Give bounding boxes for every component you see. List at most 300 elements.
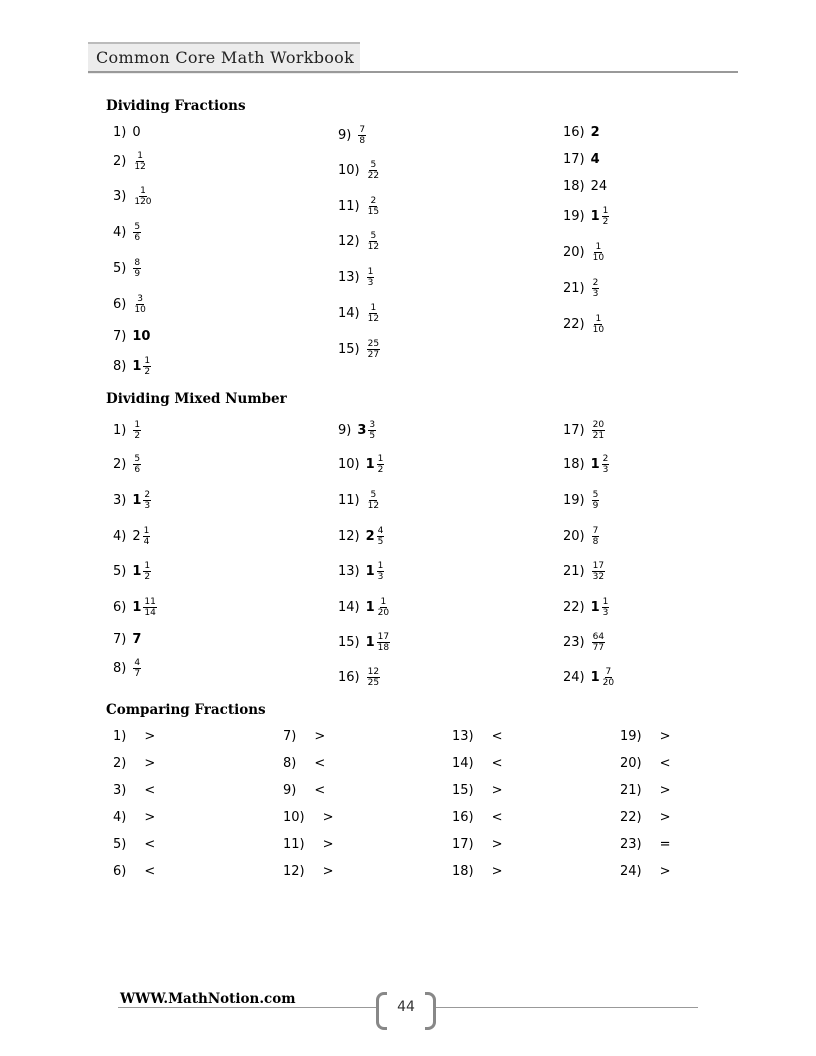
denominator: 2	[144, 367, 151, 377]
whole-number: 1	[365, 457, 375, 472]
answer-item	[113, 526, 150, 547]
answer-item	[113, 597, 157, 618]
answer-number: 3)	[113, 493, 127, 508]
answer-item	[113, 420, 141, 441]
whole-number: 24	[590, 179, 608, 194]
answer-value	[591, 667, 616, 688]
answer-value	[366, 561, 385, 582]
answer-value: >	[144, 756, 156, 771]
answer-item	[452, 783, 503, 798]
answer-number: 15)	[452, 783, 474, 798]
answer-item	[338, 561, 384, 582]
answer-number: 22)	[620, 810, 642, 825]
answer-number: 8)	[113, 359, 127, 374]
answer-item	[338, 303, 380, 324]
answer-item	[563, 597, 609, 618]
answer-number: 2)	[113, 154, 127, 169]
answer-item	[563, 179, 608, 194]
denominator: 2	[144, 572, 151, 582]
numerator: 8	[134, 258, 141, 268]
whole-number: 1	[365, 564, 375, 579]
numerator: 7	[592, 526, 599, 536]
answer-item	[338, 667, 380, 688]
answer-value	[132, 356, 151, 377]
answer-number: 20)	[620, 756, 642, 771]
answer-item	[452, 810, 503, 825]
answer-item	[563, 667, 615, 688]
whole-number: 1	[132, 600, 142, 615]
whole-number: 3	[357, 423, 367, 438]
numerator: 1	[595, 242, 602, 252]
fraction	[367, 490, 380, 511]
fraction	[367, 160, 380, 181]
denominator: 9	[134, 269, 141, 279]
denominator: 3	[377, 572, 384, 582]
numerator: 1	[377, 454, 384, 464]
answer-number: 1)	[113, 729, 127, 744]
numerator: 7	[605, 667, 612, 677]
denominator: 20	[602, 678, 615, 688]
answer-number: 3)	[113, 783, 127, 798]
numerator: 1	[602, 206, 609, 216]
answer-item	[283, 810, 334, 825]
answer-item	[338, 526, 384, 547]
answer-number: 8)	[283, 756, 297, 771]
answer-value	[132, 420, 141, 441]
answer-number: 2)	[113, 756, 127, 771]
answer-value	[591, 152, 601, 167]
answer-number: 12)	[283, 864, 305, 879]
answer-number: 8)	[113, 661, 127, 676]
denominator: 12	[134, 162, 146, 172]
answer-number: 10)	[338, 457, 360, 472]
answer-value	[357, 420, 376, 441]
answer-number: 6)	[113, 864, 127, 879]
answer-number: 5)	[113, 564, 127, 579]
denominator: 120	[134, 197, 152, 207]
answer-item	[620, 729, 671, 744]
denominator: 2	[377, 465, 384, 475]
answer-item	[113, 810, 155, 825]
numerator: 2	[592, 278, 599, 288]
answer-item	[113, 632, 142, 647]
answer-number: 2)	[113, 457, 127, 472]
answer-value	[132, 454, 141, 475]
answer-item	[338, 125, 366, 146]
fraction	[133, 658, 141, 679]
answer-value	[132, 632, 142, 647]
answer-item	[452, 837, 503, 852]
answer-number: 15)	[338, 635, 360, 650]
answer-item	[452, 729, 503, 744]
numerator: 1	[602, 597, 609, 607]
answer-number: 6)	[113, 297, 127, 312]
answer-number: 3)	[113, 189, 127, 204]
numerator: 3	[369, 420, 376, 430]
answer-item	[338, 267, 374, 288]
answer-number: 18)	[563, 457, 585, 472]
denominator: 7	[134, 669, 141, 679]
numerator: 4	[134, 658, 141, 668]
answer-value: <	[314, 756, 326, 771]
answer-value	[591, 420, 605, 441]
answer-number: 20)	[563, 245, 585, 260]
section-title: Comparing Fractions	[106, 702, 266, 718]
fraction	[133, 222, 141, 243]
answer-number: 13)	[452, 729, 474, 744]
denominator: 27	[367, 350, 380, 360]
answer-value	[132, 329, 151, 344]
fraction	[602, 206, 610, 227]
answer-number: 16)	[452, 810, 474, 825]
numerator: 2	[144, 490, 151, 500]
numerator: 5	[134, 222, 141, 232]
answer-item	[338, 339, 380, 360]
denominator: 6	[134, 465, 141, 475]
answer-item	[563, 152, 601, 167]
answer-number: 7)	[283, 729, 297, 744]
whole-number: 1	[132, 359, 142, 374]
answer-item	[283, 783, 325, 798]
answer-value	[366, 339, 380, 360]
page-header	[88, 42, 738, 76]
fraction	[367, 231, 380, 252]
answer-item	[563, 632, 605, 653]
answer-number: 18)	[452, 864, 474, 879]
denominator: 25	[367, 678, 380, 688]
numerator: 1	[595, 314, 602, 324]
numerator: 5	[370, 490, 377, 500]
answer-item	[113, 837, 155, 852]
answer-item	[113, 329, 151, 344]
answer-number: 16)	[338, 670, 360, 685]
answer-item	[113, 356, 151, 377]
denominator: 3	[602, 608, 609, 618]
answer-number: 7)	[113, 632, 127, 647]
fraction	[143, 356, 151, 377]
numerator: 17	[377, 632, 390, 642]
fraction	[367, 267, 375, 288]
answer-number: 24)	[563, 670, 585, 685]
answer-item	[338, 420, 376, 441]
answer-item	[283, 837, 334, 852]
answer-value	[132, 258, 141, 279]
whole-number: 1	[132, 564, 142, 579]
page-number-box	[376, 992, 436, 1026]
numerator: 3	[137, 294, 143, 304]
answer-value: >	[322, 864, 334, 879]
answer-value	[591, 242, 605, 263]
answer-item	[113, 125, 142, 140]
answer-item	[563, 490, 599, 511]
denominator: 5	[369, 431, 376, 441]
answer-number: 5)	[113, 261, 127, 276]
answer-value: <	[491, 729, 503, 744]
answer-value	[366, 667, 380, 688]
answer-item	[113, 454, 141, 475]
whole-number: 4	[590, 152, 600, 167]
whole-number: 1	[132, 493, 142, 508]
answer-number: 1)	[113, 125, 127, 140]
answer-value: <	[144, 783, 156, 798]
answer-value	[591, 490, 600, 511]
answer-number: 11)	[338, 199, 360, 214]
answer-value: <	[144, 837, 156, 852]
answer-value	[132, 658, 141, 679]
answer-item	[563, 561, 605, 582]
answer-value	[366, 196, 380, 217]
denominator: 10	[134, 305, 146, 315]
answer-number: 21)	[563, 564, 585, 579]
whole-number: 7	[132, 632, 142, 647]
fraction	[367, 339, 380, 360]
section-title: Dividing Fractions	[106, 98, 246, 114]
answer-number: 21)	[563, 281, 585, 296]
answer-value	[357, 125, 366, 146]
denominator: 10	[592, 325, 605, 335]
fraction	[358, 125, 366, 146]
answer-item	[113, 490, 151, 511]
fraction	[133, 151, 146, 172]
answer-item	[563, 454, 609, 475]
fraction	[592, 561, 605, 582]
answer-value	[591, 314, 605, 335]
answer-item	[113, 783, 155, 798]
answer-number: 4)	[113, 810, 127, 825]
answer-value	[132, 222, 141, 243]
answer-item	[113, 756, 155, 771]
fraction	[367, 303, 380, 324]
denominator: 8	[359, 136, 366, 146]
fraction	[592, 420, 605, 441]
numerator: 1	[144, 356, 151, 366]
fraction	[602, 667, 615, 688]
answer-item	[283, 864, 334, 879]
answer-number: 16)	[563, 125, 585, 140]
fraction	[143, 561, 151, 582]
answer-item	[338, 231, 380, 252]
denominator: 3	[144, 501, 151, 511]
denominator: 21	[592, 431, 605, 441]
denominator: 12	[367, 501, 380, 511]
fraction	[592, 490, 600, 511]
answer-number: 17)	[452, 837, 474, 852]
answer-number: 5)	[113, 837, 127, 852]
answer-item	[338, 597, 390, 618]
section-title: Dividing Mixed Number	[106, 391, 287, 407]
denominator: 8	[592, 537, 599, 547]
answer-number: 19)	[563, 209, 585, 224]
denominator: 12	[367, 314, 380, 324]
whole-number: 2	[590, 125, 600, 140]
whole-number: 1	[590, 600, 600, 615]
answer-value	[591, 125, 601, 140]
answer-value	[591, 561, 605, 582]
answer-value: >	[314, 729, 326, 744]
fraction	[133, 454, 141, 475]
answer-number: 13)	[338, 270, 360, 285]
numerator: 1	[137, 151, 143, 161]
answer-item	[338, 454, 384, 475]
answer-number: 21)	[620, 783, 642, 798]
numerator: 4	[377, 526, 384, 536]
answer-number: 19)	[620, 729, 642, 744]
answer-value	[132, 526, 150, 547]
denominator: 20	[377, 608, 390, 618]
answer-item	[563, 420, 605, 441]
denominator: 32	[592, 572, 605, 582]
answer-item	[113, 729, 155, 744]
answer-item	[620, 783, 671, 798]
answer-value: >	[659, 864, 671, 879]
whole-number: 2	[365, 529, 375, 544]
answer-value	[591, 597, 610, 618]
answer-item	[620, 837, 671, 852]
fraction	[592, 632, 605, 653]
whole-number: 10	[132, 329, 151, 344]
answer-number: 10)	[283, 810, 305, 825]
answer-number: 18)	[563, 179, 585, 194]
answer-number: 13)	[338, 564, 360, 579]
numerator: 5	[134, 454, 141, 464]
footer-website: WWW.MathNotion.com	[120, 991, 296, 1007]
denominator: 5	[377, 537, 384, 547]
answer-item	[113, 561, 151, 582]
answer-value	[591, 179, 609, 194]
answer-item	[283, 729, 325, 744]
answer-item	[113, 658, 141, 679]
answer-number: 20)	[563, 529, 585, 544]
answer-value	[132, 186, 152, 207]
fraction	[133, 258, 141, 279]
answer-number: 24)	[620, 864, 642, 879]
whole-number: 0	[132, 125, 141, 140]
fraction	[592, 242, 605, 263]
numerator: 5	[370, 231, 377, 241]
numerator: 1	[134, 420, 141, 430]
numerator: 1	[144, 561, 151, 571]
fraction	[133, 294, 146, 315]
fraction	[377, 561, 385, 582]
fraction	[143, 526, 151, 547]
answer-value	[366, 231, 380, 252]
fraction	[367, 196, 380, 217]
answer-value	[591, 278, 600, 299]
fraction	[133, 420, 141, 441]
header-rule	[88, 71, 738, 73]
answer-value	[366, 454, 385, 475]
fraction	[377, 597, 390, 618]
fraction	[377, 454, 385, 475]
fraction	[377, 632, 390, 653]
answer-value: <	[314, 783, 326, 798]
answer-number: 12)	[338, 529, 360, 544]
numerator: 17	[592, 561, 605, 571]
answer-item	[563, 206, 609, 227]
numerator: 1	[377, 561, 384, 571]
whole-number: 1	[590, 457, 600, 472]
answer-value: >	[659, 783, 671, 798]
numerator: 1	[380, 597, 387, 607]
numerator: 1	[370, 303, 377, 313]
answer-number: 9)	[338, 128, 352, 143]
numerator: 1	[143, 526, 150, 536]
answer-value	[132, 561, 151, 582]
answer-item	[338, 196, 380, 217]
fraction	[367, 667, 380, 688]
answer-item	[620, 810, 671, 825]
denominator: 3	[602, 465, 609, 475]
answer-number: 23)	[563, 635, 585, 650]
answer-value: >	[659, 810, 671, 825]
answer-number: 9)	[283, 783, 297, 798]
fraction	[143, 490, 151, 511]
answer-value	[132, 151, 146, 172]
answer-number: 17)	[563, 152, 585, 167]
answer-value	[366, 632, 391, 653]
answer-value	[591, 526, 600, 547]
answer-value: <	[659, 756, 671, 771]
answer-item	[452, 756, 503, 771]
answer-value: >	[144, 810, 156, 825]
answer-item	[113, 258, 141, 279]
answer-item	[338, 160, 380, 181]
answer-value: >	[491, 864, 503, 879]
answer-number: 12)	[338, 234, 360, 249]
answer-value: >	[322, 837, 334, 852]
answer-number: 6)	[113, 600, 127, 615]
fraction	[133, 186, 152, 207]
denominator: 9	[592, 501, 599, 511]
denominator: 10	[592, 253, 605, 263]
answer-value	[591, 454, 610, 475]
answer-number: 17)	[563, 423, 585, 438]
numerator: 25	[367, 339, 380, 349]
answer-value	[132, 490, 151, 511]
fraction	[143, 597, 156, 618]
denominator: 6	[134, 233, 141, 243]
denominator: 2	[134, 431, 141, 441]
answer-number: 19)	[563, 493, 585, 508]
answer-value	[591, 206, 610, 227]
answer-value	[366, 303, 380, 324]
fraction	[592, 526, 600, 547]
fraction	[602, 597, 610, 618]
answer-value	[366, 490, 380, 511]
answer-value	[366, 267, 375, 288]
numerator: 64	[592, 632, 605, 642]
numerator: 5	[370, 160, 377, 170]
fraction	[602, 454, 610, 475]
answer-number: 7)	[113, 329, 127, 344]
answer-value: >	[491, 837, 503, 852]
whole-number: 1	[365, 635, 375, 650]
denominator: 18	[377, 643, 390, 653]
answer-item	[283, 756, 325, 771]
answer-item	[563, 526, 599, 547]
answer-value: >	[491, 783, 503, 798]
answer-number: 4)	[113, 529, 127, 544]
answer-item	[113, 186, 153, 207]
numerator: 7	[359, 125, 366, 135]
answer-item	[113, 294, 147, 315]
answer-number: 10)	[338, 163, 360, 178]
numerator: 1	[367, 267, 374, 277]
answer-number: 1)	[113, 423, 127, 438]
fraction	[377, 526, 385, 547]
answer-number: 14)	[452, 756, 474, 771]
answer-item	[338, 490, 380, 511]
